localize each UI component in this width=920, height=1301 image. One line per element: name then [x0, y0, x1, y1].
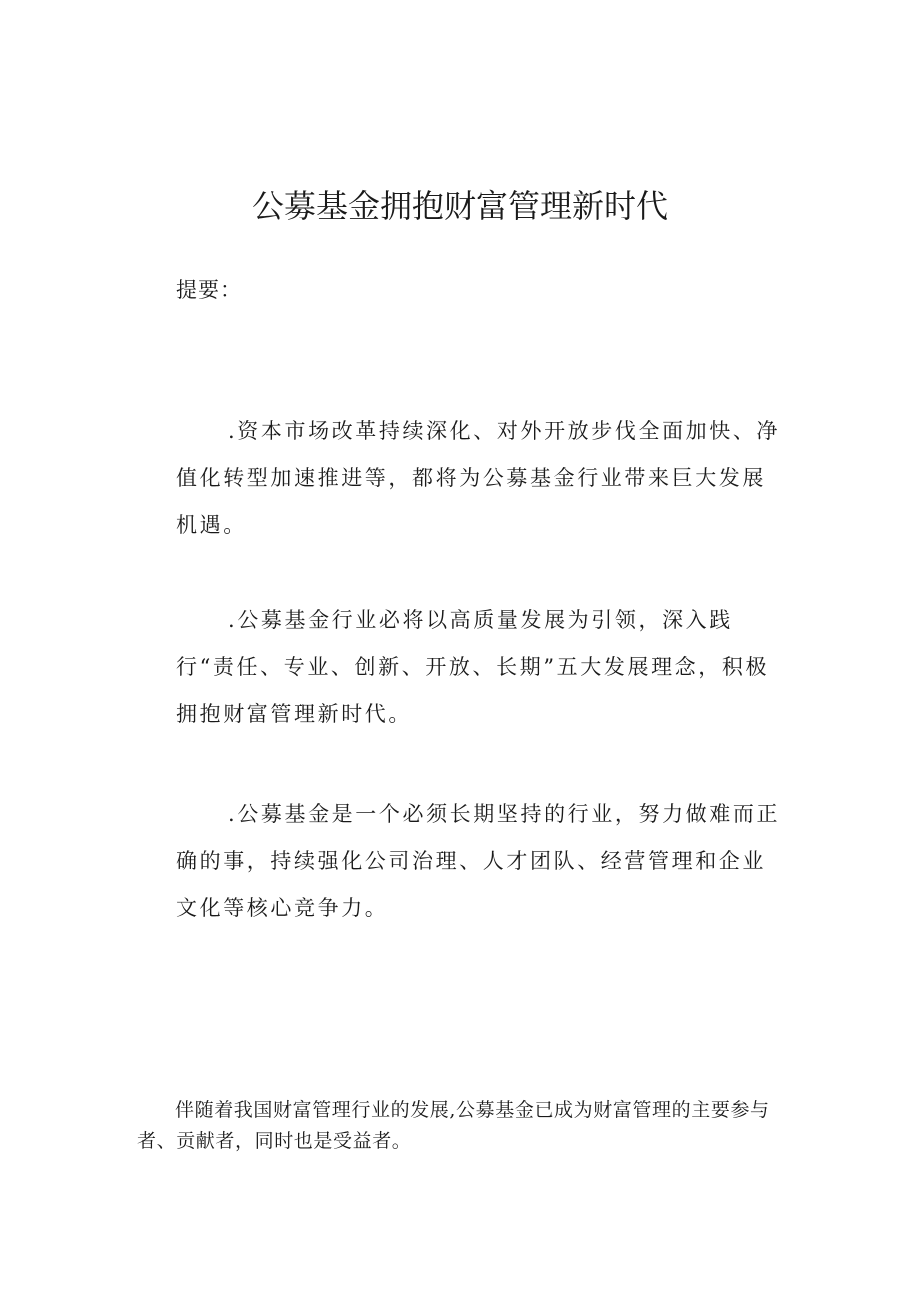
document-title: 公募基金拥抱财富管理新时代	[251, 187, 668, 226]
abstract-label: 提要：	[176, 278, 242, 302]
abstract-point-1: .资本市场改革持续深化、对外开放步伐全面加快、净值化转型加速推进等，都将为公募基金行业带来巨大发展机遇。	[176, 419, 781, 537]
abstract-point-3: .公募基金是一个必须长期坚持的行业，努力做难而正确的事，持续强化公司治理、人才团队、经营管理和企业文化等核心竞争力。	[176, 802, 781, 920]
abstract-point-2: .公募基金行业必将以高质量发展为引领，深入践行“责任、专业、创新、开放、长期”五大发展理念，积极拥抱财富管理新时代。	[176, 608, 770, 726]
body-paragraph: 伴随着我国财富管理行业的发展,公募基金已成为财富管理的主要参与者、贡献者，同时也是受益者。	[137, 1099, 770, 1152]
